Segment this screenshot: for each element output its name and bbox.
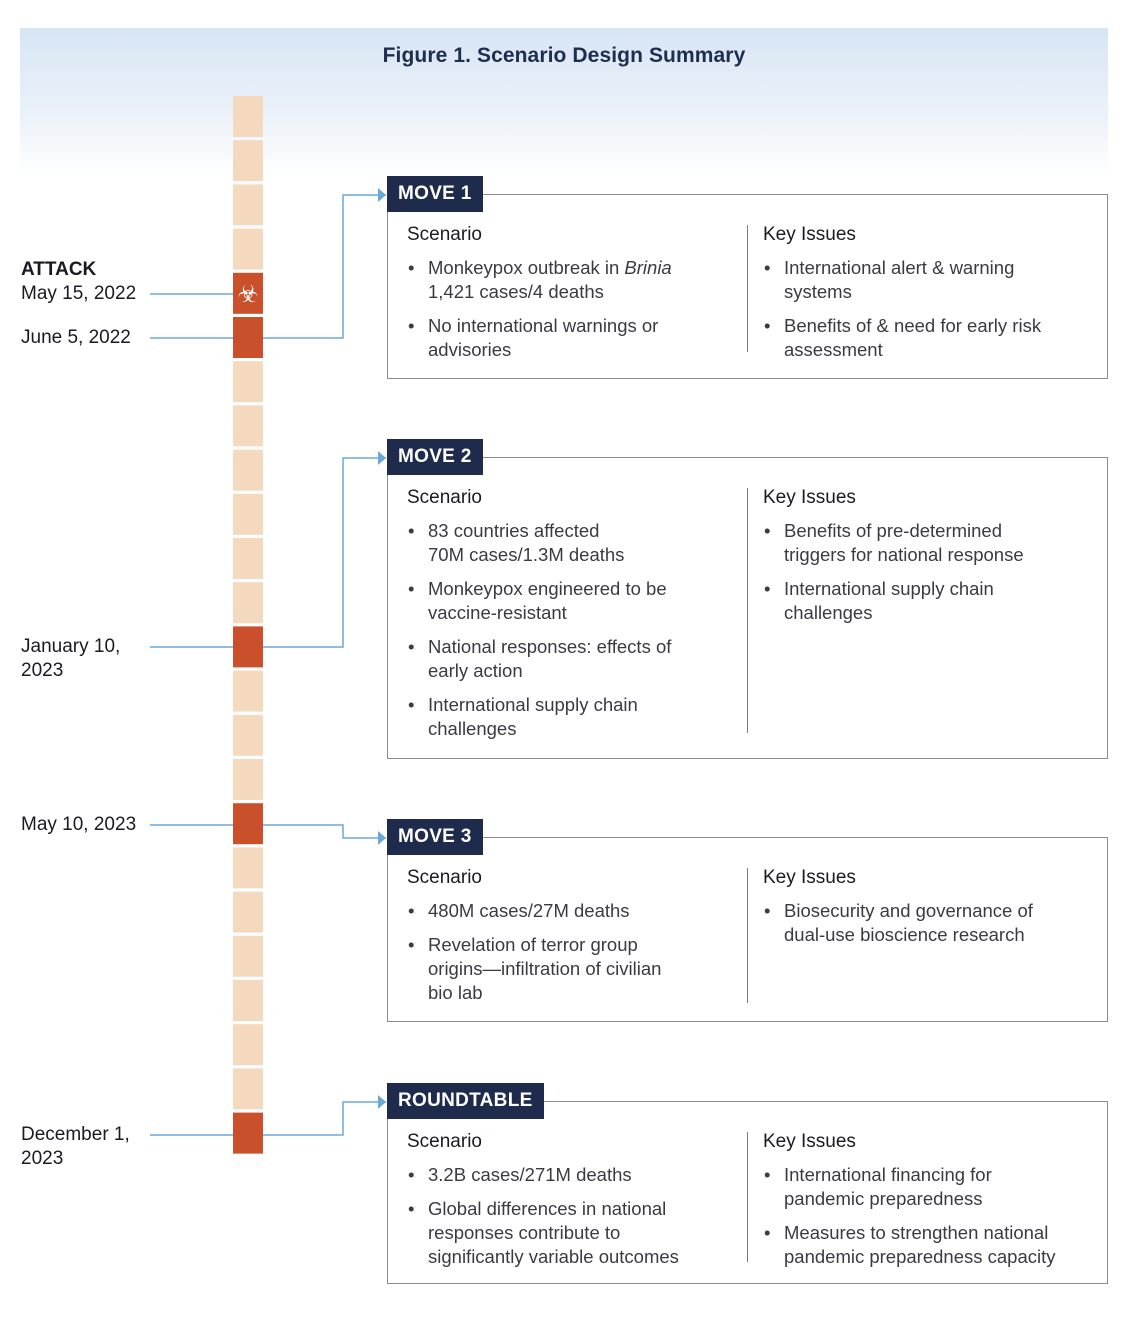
key-issues-column <box>763 486 1093 635</box>
scenario-heading: Scenario <box>407 867 482 888</box>
timeline-segment <box>233 715 263 756</box>
timeline-segment <box>233 405 263 446</box>
key-issues-list <box>763 256 1093 362</box>
connector-move-2-arrow <box>378 451 386 465</box>
timeline-segment <box>233 582 263 623</box>
list-item: • 3.2B cases/271M deaths <box>407 1163 747 1187</box>
connector-roundtable-arrow <box>378 1095 386 1109</box>
attack-label: ATTACK <box>21 259 97 280</box>
move-tab: MOVE 1 <box>387 176 483 212</box>
list-item: • International supply chain challenges <box>763 577 1093 625</box>
move-box <box>387 194 1108 379</box>
connector-move-2 <box>263 458 386 647</box>
event-date: May 10, 2023 <box>21 814 137 835</box>
timeline-segment <box>233 96 263 137</box>
figure-title: Figure 1. Scenario Design Summary <box>382 44 746 67</box>
list-item: • Benefits of pre-determined triggers for national response <box>763 519 1093 567</box>
list-item: • No international warnings or advisories <box>407 314 747 362</box>
timeline-segment <box>233 1024 263 1065</box>
key-issues-list <box>763 1163 1093 1269</box>
scenario-list <box>407 899 747 1005</box>
move-box <box>387 837 1108 1022</box>
key-issues-list <box>763 899 1093 947</box>
connector-move-3-arrow <box>378 831 386 845</box>
connector-move-1 <box>263 195 386 338</box>
column-divider <box>747 868 748 1003</box>
scenario-column <box>407 486 747 751</box>
event-label-roundtable <box>21 1123 130 1171</box>
key-issues-column <box>763 1130 1093 1279</box>
timeline-segment <box>233 847 263 888</box>
timeline-segment <box>233 980 263 1021</box>
list-item: • 83 countries affected 70M cases/1.3M deaths <box>407 519 747 567</box>
event-date: May 15, 2022 <box>21 283 137 304</box>
list-item: • Monkeypox outbreak in Brinia 1,421 cases/4 deaths <box>407 256 747 304</box>
list-item: • International financing for pandemic preparedness <box>763 1163 1093 1211</box>
move-tab: MOVE 3 <box>387 819 483 855</box>
key-issues-heading: Key Issues <box>763 487 856 508</box>
key-issues-heading: Key Issues <box>763 224 856 245</box>
key-issues-column <box>763 866 1093 957</box>
list-item: • International alert & warning systems <box>763 256 1093 304</box>
connector-roundtable <box>263 1102 386 1135</box>
list-item: • Revelation of terror group origins—infiltration of civilian bio lab <box>407 933 747 1005</box>
event-date: 2023 <box>21 1148 64 1169</box>
column-divider <box>747 488 748 733</box>
timeline-event-marker <box>233 626 263 667</box>
event-date: January 10, <box>21 636 121 657</box>
timeline-segment <box>233 229 263 270</box>
scenario-column <box>407 223 747 372</box>
column-divider <box>747 1132 748 1262</box>
scenario-list <box>407 1163 747 1269</box>
timeline-segment <box>233 1068 263 1109</box>
event-label-attack <box>21 258 136 306</box>
key-issues-list <box>763 519 1093 625</box>
key-issues-column <box>763 223 1093 372</box>
column-divider <box>747 225 748 352</box>
timeline-event-marker <box>233 317 263 358</box>
list-item: • Global differences in national responses contribute to significantly variable outcomes <box>407 1197 747 1269</box>
scenario-heading: Scenario <box>407 487 482 508</box>
scenario-heading: Scenario <box>407 1131 482 1152</box>
timeline-segment <box>233 671 263 712</box>
move-tab: MOVE 2 <box>387 439 483 475</box>
move-box <box>387 457 1108 759</box>
connector-move-1-arrow <box>378 188 386 202</box>
event-label-move-3 <box>21 813 136 837</box>
scenario-column <box>407 866 747 1015</box>
biohazard-icon: ☣ <box>237 279 259 308</box>
place-name: Brinia <box>624 257 672 278</box>
event-label-move-1 <box>21 326 131 350</box>
event-date: June 5, 2022 <box>21 327 131 348</box>
timeline-segment <box>233 140 263 181</box>
move-box <box>387 1101 1108 1284</box>
key-issues-heading: Key Issues <box>763 867 856 888</box>
scenario-heading: Scenario <box>407 224 482 245</box>
event-date: 2023 <box>21 660 64 681</box>
list-item: • Benefits of & need for early risk assessment <box>763 314 1093 362</box>
timeline-segment <box>233 494 263 535</box>
timeline-segment <box>233 892 263 933</box>
move-tab: ROUNDTABLE <box>387 1083 544 1119</box>
list-item: • 480M cases/27M deaths <box>407 899 747 923</box>
scenario-list <box>407 256 747 362</box>
list-item: • Biosecurity and governance of dual-use bioscience research <box>763 899 1093 947</box>
list-item: • Measures to strengthen national pandemic preparedness capacity <box>763 1221 1093 1269</box>
timeline-segment <box>233 184 263 225</box>
event-date: December 1, <box>21 1124 130 1145</box>
connector-move-3 <box>263 825 386 838</box>
scenario-list <box>407 519 747 741</box>
timeline-segment <box>233 538 263 579</box>
timeline-segment <box>233 361 263 402</box>
timeline-segment <box>233 936 263 977</box>
list-item: • Monkeypox engineered to be vaccine-resistant <box>407 577 747 625</box>
timeline-event-marker <box>233 803 263 844</box>
list-item: • National responses: effects of early action <box>407 635 747 683</box>
timeline-event-marker <box>233 1113 263 1154</box>
key-issues-heading: Key Issues <box>763 1131 856 1152</box>
event-label-move-2 <box>21 635 120 683</box>
timeline-segment <box>233 450 263 491</box>
timeline-segment <box>233 759 263 800</box>
scenario-column <box>407 1130 747 1279</box>
list-item: • International supply chain challenges <box>407 693 747 741</box>
